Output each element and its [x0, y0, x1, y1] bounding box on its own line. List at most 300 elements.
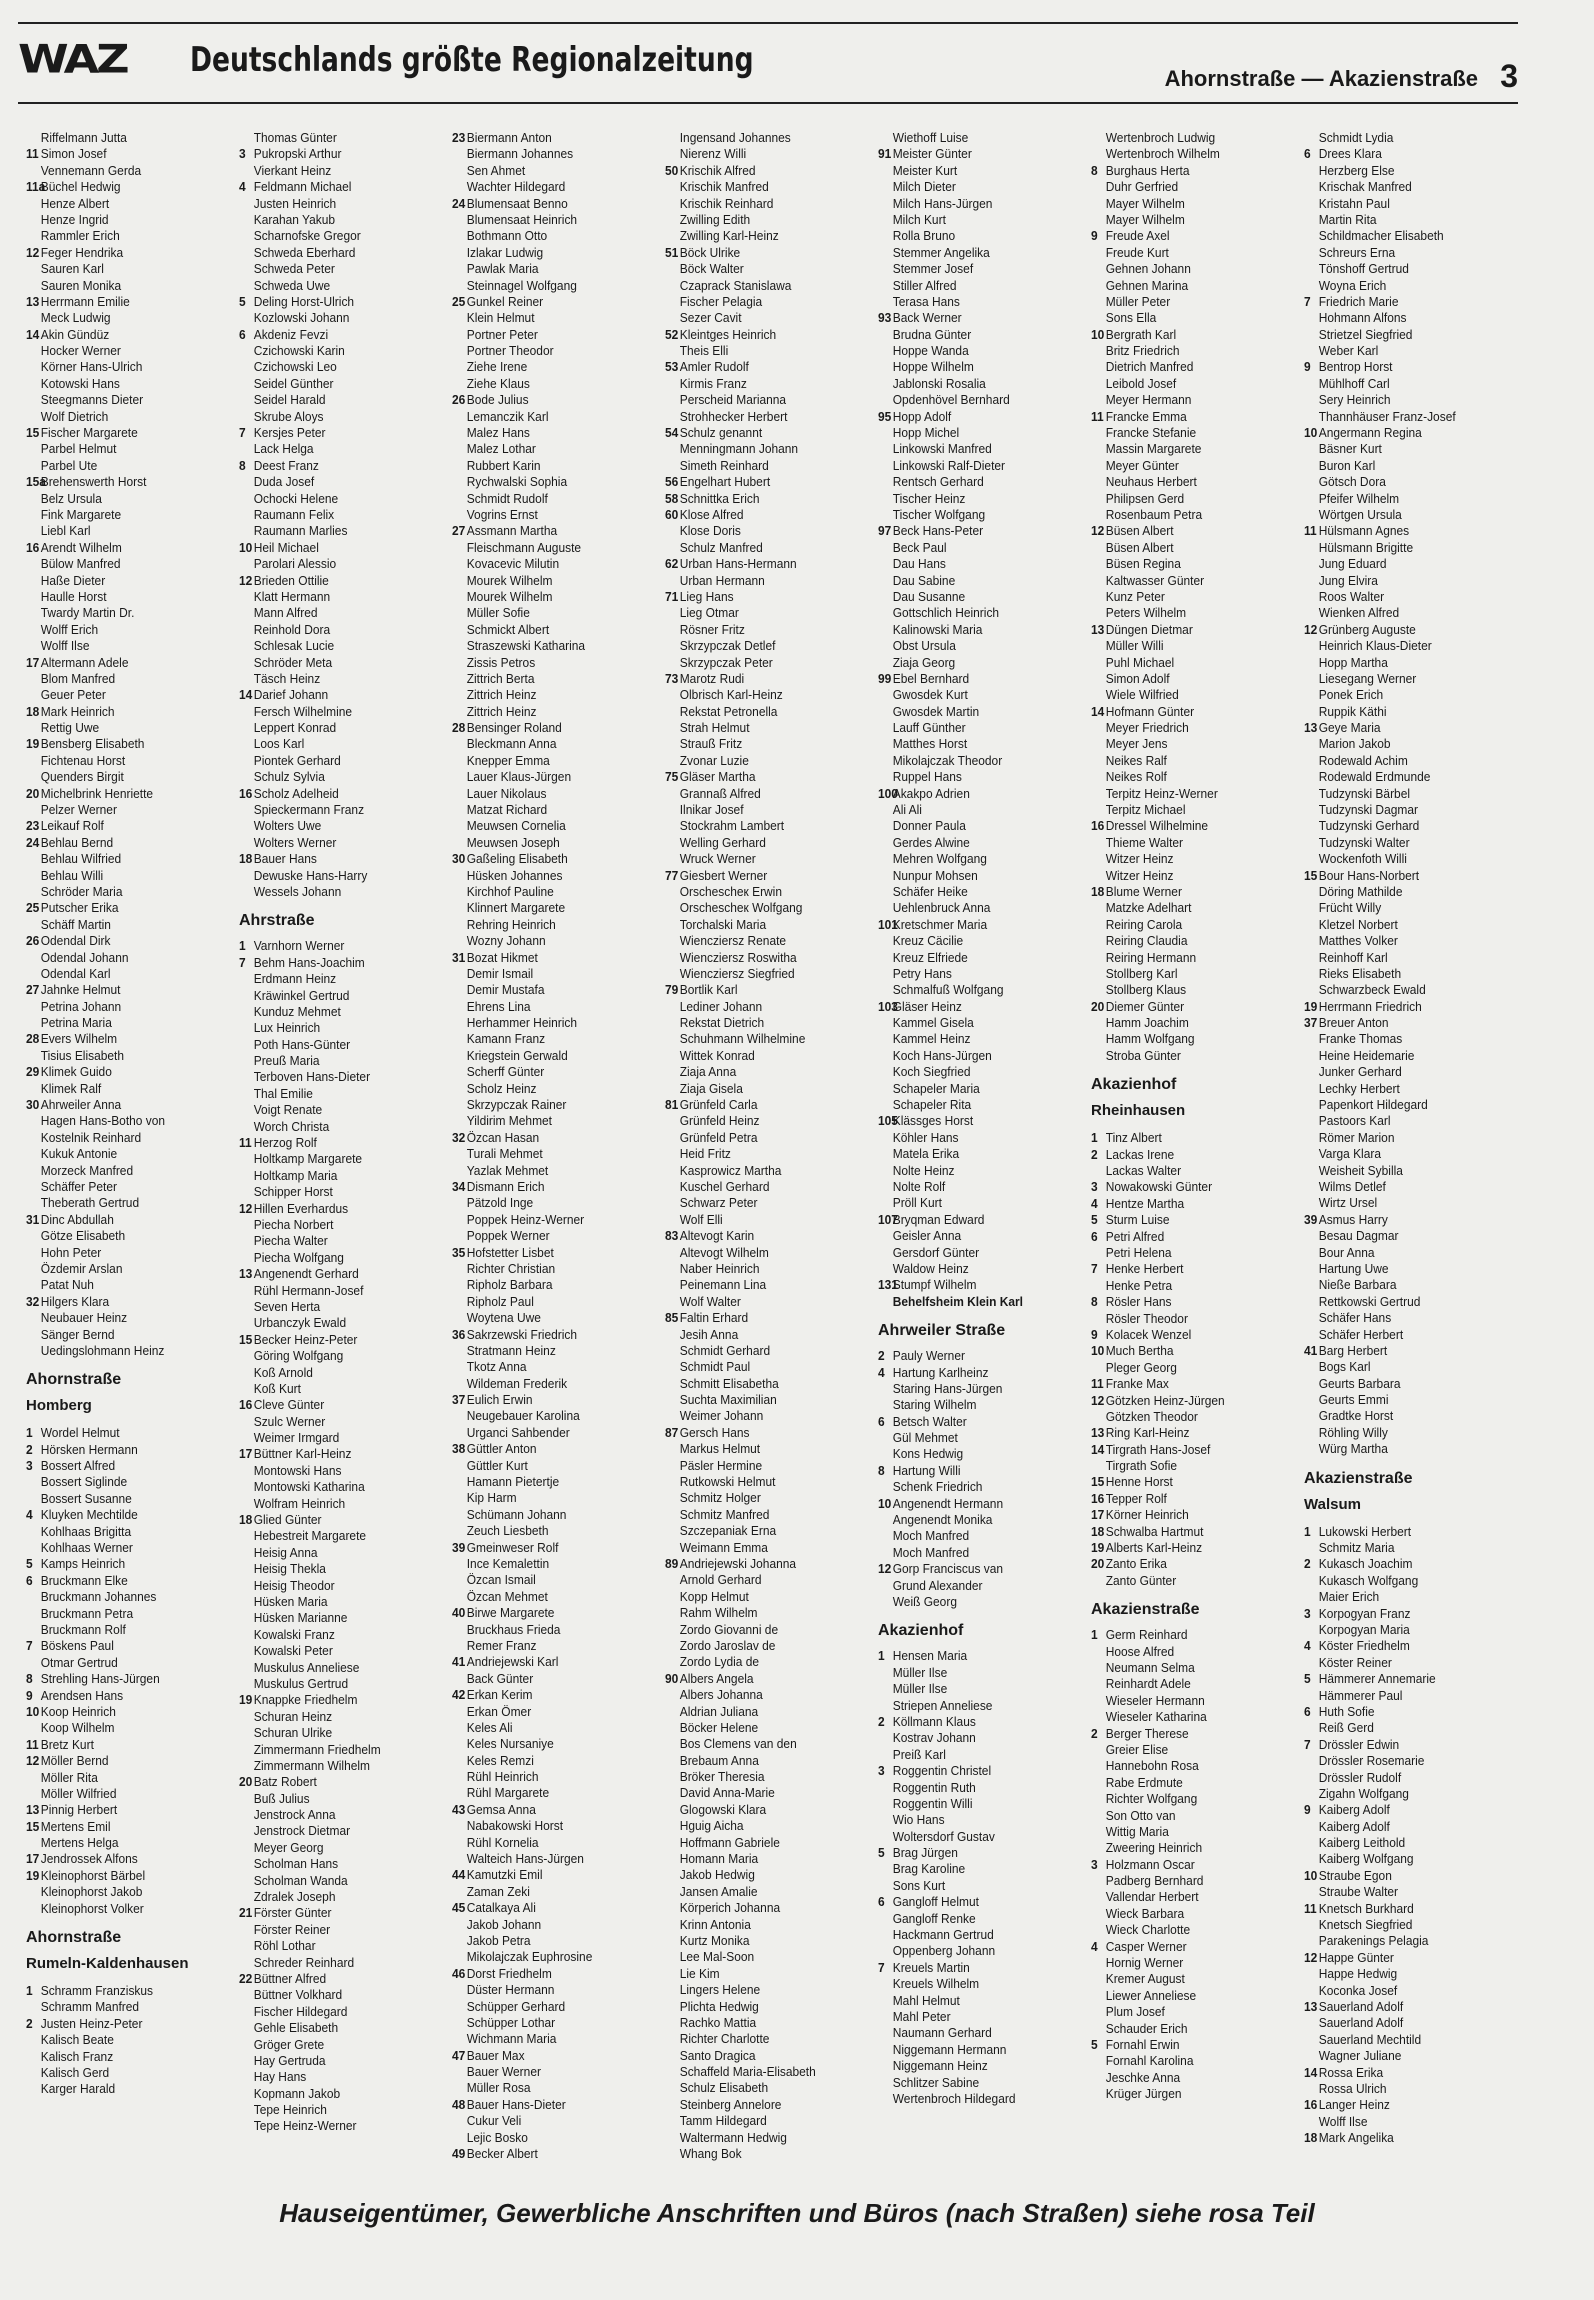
resident-name: Francke Emma — [1105, 408, 1187, 424]
resident-entry — [665, 163, 855, 179]
resident-entry — [1304, 1606, 1494, 1622]
house-number: 87 — [665, 1424, 679, 1440]
resident-name: Giesbert Werner — [679, 867, 768, 883]
resident-name: Wolf Walter — [679, 1293, 741, 1309]
resident-name: Happe Günter — [1318, 1949, 1394, 1965]
resident-name: Woltersdorf Gustav — [892, 1828, 995, 1844]
resident-name: Wieseler Katharina — [1105, 1709, 1207, 1725]
resident-name: Rabe Erdmute — [1105, 1774, 1183, 1790]
resident-entry — [452, 2048, 642, 2064]
resident-name: Wieck Barbara — [1105, 1905, 1185, 1921]
resident-entry — [1304, 1228, 1494, 1244]
resident-entry — [1091, 1294, 1281, 1310]
house-number: 10 — [1091, 326, 1105, 342]
resident-name: Sauerland Adolf — [1318, 2015, 1404, 2031]
resident-entry — [26, 1556, 216, 1572]
resident-name: Jenstrock Anna — [253, 1807, 336, 1823]
house-number: 17 — [26, 1851, 40, 1867]
resident-entry — [26, 1720, 216, 1736]
resident-name: Bensinger Roland — [466, 720, 562, 736]
resident-name: Mark Angelika — [1318, 2130, 1394, 2146]
resident-name: Preiß Karl — [892, 1746, 946, 1762]
house-number: 14 — [1304, 2064, 1318, 2080]
resident-name: Tönshoff Gertrud — [1318, 261, 1409, 277]
resident-entry — [665, 1195, 855, 1211]
resident-entry — [1091, 179, 1281, 195]
resident-entry — [1091, 1393, 1281, 1409]
resident-name: Jakob Petra — [466, 1932, 531, 1948]
resident-entry — [239, 1348, 429, 1364]
resident-entry — [26, 1146, 216, 1162]
resident-name: Wiethoff Luise — [892, 130, 969, 145]
house-number: 101 — [878, 916, 898, 932]
resident-name: Ilnikar Josef — [679, 802, 744, 818]
resident-name: Strohhecker Herbert — [679, 408, 788, 424]
house-number: 10 — [1304, 425, 1318, 441]
resident-name: Thal Emilie — [253, 1085, 313, 1101]
resident-name: Holtkamp Maria — [253, 1167, 338, 1183]
resident-name: Rentsch Gerhard — [892, 474, 984, 490]
resident-name: Schümann Johann — [466, 1506, 567, 1522]
resident-entry — [878, 1064, 1068, 1080]
resident-name: Klatt Hermann — [253, 588, 331, 604]
resident-name: Gaßeling Elisabeth — [466, 851, 568, 867]
resident-name: Albers Angela — [679, 1670, 754, 1686]
resident-entry — [239, 1020, 429, 1036]
resident-entry — [1304, 1294, 1494, 1310]
resident-entry — [1091, 1644, 1281, 1660]
resident-name: Ziaja Anna — [679, 1064, 737, 1080]
resident-name: Reinhoff Karl — [1318, 949, 1388, 965]
resident-entry — [239, 212, 429, 228]
resident-entry — [878, 1927, 1068, 1943]
house-number: 100 — [878, 785, 898, 801]
resident-name: Mikolajczak Euphrosine — [466, 1949, 593, 1965]
house-number: 6 — [26, 1572, 33, 1588]
street-range: Ahornstraße — Akazienstraße — [1164, 66, 1478, 91]
resident-entry — [1091, 212, 1281, 228]
resident-entry — [452, 261, 642, 277]
resident-entry — [452, 294, 642, 310]
resident-entry — [239, 1709, 429, 1725]
resident-entry — [26, 1343, 216, 1359]
resident-entry — [239, 1332, 429, 1348]
resident-name: Henne Horst — [1105, 1474, 1173, 1490]
resident-entry — [239, 1463, 429, 1479]
resident-entry — [26, 966, 216, 982]
resident-entry — [665, 2130, 855, 2146]
resident-entry — [239, 884, 429, 900]
resident-name: Czichowski Leo — [253, 359, 337, 375]
resident-name: Liewer Anneliese — [1105, 1987, 1197, 2003]
directory-column — [665, 130, 872, 2170]
resident-name: Hay Gertruda — [253, 2052, 326, 2068]
resident-name: Behm Hans-Joachim — [253, 954, 365, 970]
resident-entry — [452, 622, 642, 638]
house-number: 91 — [878, 146, 892, 162]
resident-name: Götzken Theodor — [1105, 1408, 1198, 1424]
house-number: 12 — [26, 1753, 40, 1769]
resident-entry — [1091, 474, 1281, 490]
resident-name: Woytena Uwe — [466, 1310, 541, 1326]
resident-name: Ince Kemalettin — [466, 1555, 550, 1571]
resident-entry — [1304, 163, 1494, 179]
resident-name: Wolters Uwe — [253, 818, 322, 834]
resident-entry — [1091, 310, 1281, 326]
resident-entry — [1304, 1408, 1494, 1424]
resident-entry — [239, 704, 429, 720]
resident-entry — [1091, 1540, 1281, 1556]
resident-entry — [239, 556, 429, 572]
resident-entry — [26, 1851, 216, 1867]
resident-name: Schmidt Gerhard — [679, 1342, 771, 1358]
house-number: 24 — [452, 195, 466, 211]
house-number: 30 — [26, 1097, 40, 1113]
resident-entry — [1091, 409, 1281, 425]
resident-name: Lack Helga — [253, 441, 314, 457]
resident-name: Erdmann Heinz — [253, 971, 337, 987]
resident-name: Wörtgen Ursula — [1318, 506, 1402, 522]
resident-name: Güttler Kurt — [466, 1457, 528, 1473]
resident-name: Jahnke Helmut — [40, 982, 121, 998]
resident-entry — [452, 1556, 642, 1572]
resident-entry — [452, 704, 642, 720]
resident-name: Quenders Birgit — [40, 769, 124, 785]
resident-entry — [239, 1676, 429, 1692]
resident-entry — [1091, 1409, 1281, 1425]
resident-name: Kleintges Heinrich — [679, 326, 777, 342]
house-number: 10 — [26, 1703, 40, 1719]
street-heading: Ahrstraße — [239, 912, 315, 930]
resident-name: Kleinophorst Jakob — [40, 1884, 143, 1900]
house-number: 12 — [239, 1200, 253, 1216]
resident-entry — [1091, 1857, 1281, 1873]
resident-name: Schmalfuß Wolfgang — [892, 982, 1004, 998]
resident-name: Kukasch Joachim — [1318, 1556, 1413, 1572]
resident-name: Pawlak Maria — [466, 261, 539, 277]
resident-name: Malez Hans — [466, 425, 530, 441]
resident-name: Darief Johann — [253, 687, 329, 703]
house-number: 2 — [878, 1713, 885, 1729]
resident-name: Gläser Heinz — [892, 998, 962, 1014]
house-number: 10 — [1304, 1867, 1318, 1883]
resident-name: Rachko Mattia — [679, 2014, 757, 2030]
house-number: 1 — [878, 1648, 885, 1664]
resident-entry — [239, 1086, 429, 1102]
resident-entry — [452, 376, 642, 392]
resident-name: Wagner Juliane — [1318, 2048, 1402, 2064]
resident-name: Reiß Gerd — [1318, 1720, 1374, 1736]
resident-entry — [452, 1130, 642, 1146]
resident-name: Neumann Selma — [1105, 1659, 1195, 1675]
resident-name: Meyer Friedrich — [1105, 720, 1189, 736]
resident-entry — [1304, 1966, 1494, 1982]
resident-name: Schapeler Maria — [892, 1080, 980, 1096]
resident-name: Feger Hendrika — [40, 244, 124, 260]
resident-entry — [1304, 1359, 1494, 1375]
resident-entry — [1304, 720, 1494, 736]
resident-name: Klimek Guido — [40, 1064, 112, 1080]
resident-name: Blom Manfred — [40, 670, 116, 686]
resident-name: Petri Helena — [1105, 1245, 1172, 1260]
resident-name: Terasa Hans — [892, 293, 960, 309]
resident-entry — [1304, 573, 1494, 589]
house-number: 16 — [239, 785, 253, 801]
resident-entry — [1091, 786, 1281, 802]
resident-entry — [665, 1769, 855, 1785]
resident-entry — [878, 1081, 1068, 1097]
resident-entry — [452, 1785, 642, 1801]
house-number: 75 — [665, 769, 679, 785]
resident-entry — [26, 1999, 216, 2015]
resident-entry — [878, 1578, 1068, 1594]
resident-entry — [26, 491, 216, 507]
house-number: 20 — [239, 1774, 253, 1790]
resident-entry — [878, 655, 1068, 671]
resident-entry — [878, 753, 1068, 769]
resident-entry — [239, 1561, 429, 1577]
resident-name: Becker Albert — [466, 2146, 538, 2162]
resident-entry — [239, 1135, 429, 1151]
house-number: 18 — [1091, 1523, 1105, 1539]
resident-entry — [452, 687, 642, 703]
resident-entry — [1304, 2097, 1494, 2113]
resident-entry — [665, 900, 855, 916]
house-number: 18 — [239, 1512, 253, 1528]
house-number: 12 — [1304, 1949, 1318, 1965]
resident-entry — [1091, 1015, 1281, 1031]
resident-name: Schmitz Holger — [679, 1490, 761, 1506]
resident-entry — [239, 769, 429, 785]
resident-entry — [878, 1561, 1068, 1577]
house-number: 9 — [26, 1687, 33, 1703]
resident-entry — [452, 966, 642, 982]
resident-entry — [1304, 589, 1494, 605]
resident-entry — [878, 589, 1068, 605]
resident-name: Philipsen Gerd — [1105, 490, 1185, 506]
house-number: 1 — [1304, 1523, 1311, 1539]
resident-name: Cleve Günter — [253, 1397, 325, 1413]
resident-name: Orschescheк Wolfgang — [679, 900, 803, 916]
resident-entry — [26, 868, 216, 884]
resident-entry — [1091, 1775, 1281, 1791]
resident-entry — [665, 687, 855, 703]
resident-entry — [665, 884, 855, 900]
resident-name: Petrina Maria — [40, 1015, 112, 1031]
resident-name: Deest Franz — [253, 457, 319, 473]
resident-entry — [878, 1031, 1068, 1047]
house-number: 131 — [878, 1277, 898, 1293]
resident-entry — [452, 900, 642, 916]
resident-name: Schwarzbeck Ewald — [1318, 982, 1426, 998]
resident-name: Gröger Grete — [253, 2036, 325, 2052]
resident-name: Schweda Uwe — [253, 277, 331, 293]
resident-entry — [26, 310, 216, 326]
resident-name: Tepe Heinz-Werner — [253, 2118, 357, 2134]
resident-entry — [1304, 1113, 1494, 1129]
resident-entry — [1304, 278, 1494, 294]
resident-name: Scholz Adelheid — [253, 785, 339, 801]
resident-entry — [1091, 1709, 1281, 1725]
resident-name: Hamm Wolfgang — [1105, 1031, 1195, 1047]
resident-name: Kleinophorst Volker — [40, 1900, 144, 1916]
resident-name: Richter Christian — [466, 1260, 556, 1276]
resident-entry — [26, 917, 216, 933]
resident-name: Poppek Werner — [466, 1228, 550, 1244]
resident-entry — [665, 2064, 855, 2080]
resident-entry — [26, 1507, 216, 1523]
resident-entry — [1091, 769, 1281, 785]
resident-name: Büsen Albert — [1105, 539, 1174, 555]
resident-entry — [878, 966, 1068, 982]
resident-entry — [26, 1097, 216, 1113]
resident-entry — [665, 1818, 855, 1834]
resident-entry — [878, 441, 1068, 457]
resident-name: Bode Julius — [466, 392, 529, 408]
resident-entry — [26, 1983, 216, 1999]
resident-entry — [26, 1048, 216, 1064]
house-number: 27 — [26, 982, 40, 998]
resident-name: Bruckmann Johannes — [40, 1589, 157, 1605]
resident-name: Catalkaya Ali — [466, 1900, 536, 1916]
resident-entry — [878, 2058, 1068, 2074]
resident-name: Wienken Alfred — [1318, 605, 1400, 621]
resident-name: Mourek Wilhelm — [466, 588, 553, 604]
resident-entry — [665, 1015, 855, 1031]
resident-name: Besau Dagmar — [1318, 1228, 1399, 1244]
resident-name: Duhr Gerfried — [1105, 179, 1179, 195]
district-heading: Homberg — [26, 1397, 92, 1415]
resident-name: Schlesak Lucie — [253, 638, 335, 654]
resident-name: Büchel Hedwig — [40, 179, 121, 195]
resident-name: Henke Petra — [1105, 1277, 1173, 1293]
resident-name: Muskulus Gertrud — [253, 1675, 349, 1691]
resident-name: Heisig Thekla — [253, 1561, 326, 1577]
resident-name: Keles Nursaniye — [466, 1736, 554, 1752]
resident-name: Karger Harald — [40, 2081, 116, 2097]
resident-name: Koß Kurt — [253, 1380, 301, 1396]
resident-entry — [26, 1245, 216, 1261]
resident-name: Dinc Abdullah — [40, 1211, 114, 1227]
house-number: 3 — [1304, 1605, 1311, 1621]
resident-entry — [239, 327, 429, 343]
resident-entry — [1091, 130, 1281, 146]
resident-name: Gül Mehmet — [892, 1430, 958, 1446]
resident-name: Stemmer Josef — [892, 261, 974, 277]
resident-name: Hüsken Marianne — [253, 1610, 348, 1626]
resident-name: Lieg Hans — [679, 588, 734, 604]
resident-name: Staring Hans-Jürgen — [892, 1380, 1003, 1396]
resident-entry — [239, 1545, 429, 1561]
house-number: 13 — [1304, 720, 1318, 736]
resident-entry — [1091, 1425, 1281, 1441]
resident-entry — [1304, 868, 1494, 884]
resident-name: Möller Wilfried — [40, 1785, 117, 1801]
resident-name: Zittrich Berta — [466, 670, 535, 686]
resident-name: Meister Günter — [892, 146, 972, 162]
resident-entry — [1304, 1835, 1494, 1851]
resident-entry — [1091, 228, 1281, 244]
house-number: 1 — [26, 1983, 33, 1999]
resident-entry — [452, 786, 642, 802]
resident-name: Gemsa Anna — [466, 1801, 536, 1817]
resident-name: Mertens Emil — [40, 1818, 111, 1834]
resident-name: Obst Ursula — [892, 638, 956, 654]
resident-entry — [878, 1463, 1068, 1479]
resident-entry — [878, 1212, 1068, 1228]
resident-name: Gersdorf Günter — [892, 1244, 980, 1260]
resident-entry — [878, 1446, 1068, 1462]
resident-entry — [239, 988, 429, 1004]
resident-name: Tepe Heinrich — [253, 2102, 327, 2118]
resident-entry — [452, 392, 642, 408]
house-number: 19 — [1304, 998, 1318, 1014]
resident-name: Hamann Pietertje — [466, 1474, 560, 1490]
resident-entry — [878, 278, 1068, 294]
resident-name: Grannaß Alfred — [679, 785, 761, 801]
resident-entry — [1304, 1999, 1494, 2015]
resident-entry — [452, 278, 642, 294]
resident-entry — [1304, 474, 1494, 490]
resident-name: Hoose Alfred — [1105, 1643, 1175, 1659]
resident-name: Britz Friedrich — [1105, 343, 1180, 359]
resident-entry — [1304, 769, 1494, 785]
resident-name: Schaffeld Maria-Elisabeth — [679, 2064, 816, 2080]
house-number: 105 — [878, 1113, 898, 1129]
resident-entry — [452, 1687, 642, 1703]
resident-name: Niggemann Hermann — [892, 2041, 1007, 2057]
resident-entry — [1304, 1179, 1494, 1195]
resident-entry — [26, 1228, 216, 1244]
resident-name: Jesih Anna — [679, 1326, 739, 1342]
resident-entry — [1304, 1589, 1494, 1605]
resident-entry — [1091, 294, 1281, 310]
resident-name: Hohn Peter — [40, 1244, 102, 1260]
resident-entry — [878, 818, 1068, 834]
resident-name: Wieseler Hermann — [1105, 1692, 1205, 1708]
resident-entry — [26, 1753, 216, 1769]
resident-name: Pauly Werner — [892, 1348, 965, 1364]
house-number: 7 — [239, 425, 246, 441]
house-number: 9 — [1091, 1326, 1098, 1342]
resident-entry — [665, 2080, 855, 2096]
resident-name: Bossert Alfred — [40, 1458, 116, 1474]
resident-name: Geye Maria — [1318, 720, 1381, 736]
resident-name: Klose Doris — [679, 523, 741, 539]
resident-name: Hüsken Maria — [253, 1593, 328, 1609]
resident-name: Moch Manfred — [892, 1544, 970, 1560]
resident-entry — [665, 228, 855, 244]
house-number: 5 — [26, 1556, 33, 1572]
resident-entry — [1091, 1179, 1281, 1195]
resident-name: Thannhäuser Franz-Josef — [1318, 408, 1456, 424]
resident-entry — [1091, 1327, 1281, 1343]
resident-name: Scherff Günter — [466, 1064, 545, 1080]
resident-name: Müller Ilse — [892, 1681, 948, 1697]
resident-name: Schildmacher Elisabeth — [1318, 228, 1444, 244]
resident-entry — [26, 2032, 216, 2048]
resident-name: Güttler Anton — [466, 1441, 537, 1457]
resident-name: Deling Horst-Ulrich — [253, 293, 355, 309]
resident-name: Barg Herbert — [1318, 1342, 1388, 1358]
resident-entry — [878, 786, 1068, 802]
resident-name: Bryqman Edward — [892, 1211, 985, 1227]
resident-entry — [1304, 704, 1494, 720]
resident-name: Schmidt Paul — [679, 1359, 751, 1375]
resident-entry — [452, 1884, 642, 1900]
resident-entry — [26, 605, 216, 621]
resident-name: Beck Paul — [892, 539, 947, 555]
